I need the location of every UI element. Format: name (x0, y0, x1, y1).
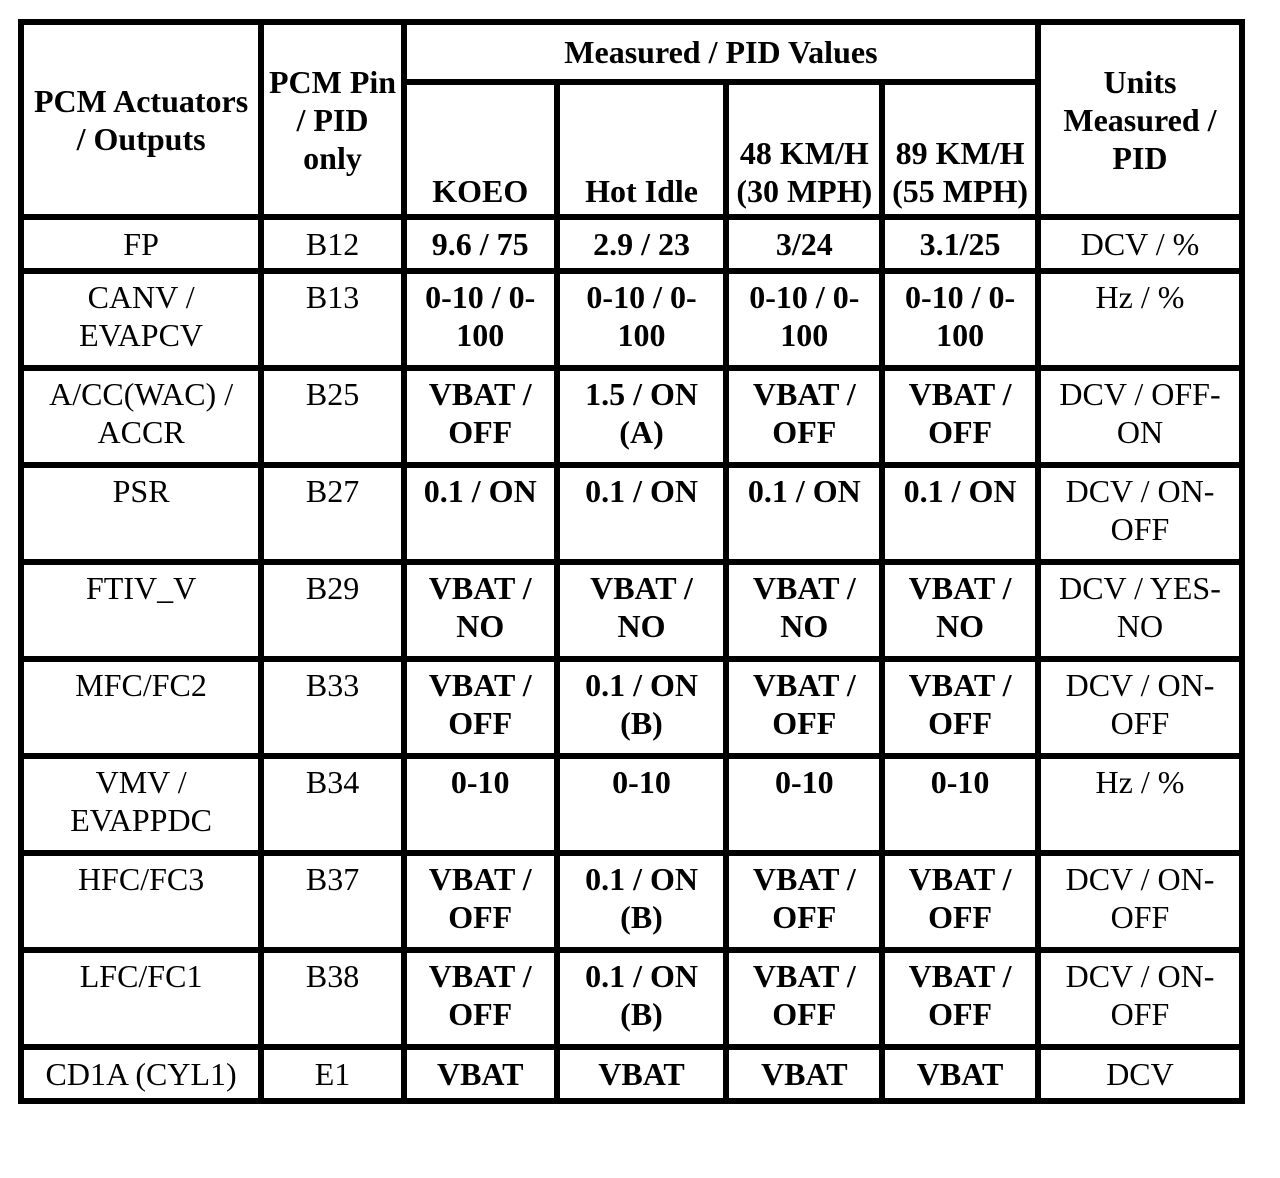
hot-idle-cell: VBAT / NO (560, 565, 724, 656)
speed89-cell: VBAT / OFF (885, 856, 1035, 947)
table-row (24, 220, 1239, 268)
units-cell: DCV (1041, 1050, 1239, 1098)
actuator-cell: PSR (24, 468, 258, 559)
actuator-cell: FTIV_V (24, 565, 258, 656)
speed48-cell: 0-10 / 0-100 (729, 274, 879, 365)
speed48-cell: VBAT / OFF (729, 662, 879, 753)
speed89-cell: VBAT / OFF (885, 371, 1035, 462)
table-row (24, 565, 1239, 656)
koeo-cell: VBAT / OFF (407, 662, 554, 753)
header-48-kmh: 48 KM/H (30 MPH) (729, 85, 879, 214)
speed48-cell: 0.1 / ON (729, 468, 879, 559)
pin-cell: B13 (264, 274, 401, 365)
pin-cell: B12 (264, 220, 401, 268)
header-measured-group: Measured / PID Values (407, 25, 1035, 79)
actuator-cell: CD1A (CYL1) (24, 1050, 258, 1098)
table-row (24, 371, 1239, 462)
units-cell: Hz / % (1041, 759, 1239, 850)
pin-cell: B37 (264, 856, 401, 947)
koeo-cell: VBAT / OFF (407, 371, 554, 462)
units-cell: DCV / OFF-ON (1041, 371, 1239, 462)
speed48-cell: VBAT / OFF (729, 953, 879, 1044)
speed89-cell: VBAT / OFF (885, 953, 1035, 1044)
koeo-cell: VBAT / OFF (407, 856, 554, 947)
actuator-cell: A/CC(WAC) / ACCR (24, 371, 258, 462)
hot-idle-cell: VBAT (560, 1050, 724, 1098)
pcm-pid-table (18, 19, 1245, 1104)
pin-cell: B25 (264, 371, 401, 462)
pin-cell: B29 (264, 565, 401, 656)
table-row (24, 1050, 1239, 1098)
pin-cell: E1 (264, 1050, 401, 1098)
hot-idle-cell: 0.1 / ON (B) (560, 953, 724, 1044)
actuator-cell: LFC/FC1 (24, 953, 258, 1044)
table-row (24, 856, 1239, 947)
speed48-cell: VBAT / NO (729, 565, 879, 656)
koeo-cell: 0.1 / ON (407, 468, 554, 559)
units-cell: DCV / ON-OFF (1041, 662, 1239, 753)
hot-idle-cell: 0.1 / ON (B) (560, 662, 724, 753)
actuator-cell: VMV / EVAPPDC (24, 759, 258, 850)
hot-idle-cell: 0-10 / 0-100 (560, 274, 724, 365)
pin-cell: B38 (264, 953, 401, 1044)
speed48-cell: VBAT / OFF (729, 856, 879, 947)
speed89-cell: VBAT / NO (885, 565, 1035, 656)
hot-idle-cell: 0.1 / ON (560, 468, 724, 559)
units-cell: DCV / % (1041, 220, 1239, 268)
speed48-cell: VBAT (729, 1050, 879, 1098)
header-pin: PCM Pin / PID only (264, 25, 401, 214)
table-row (24, 274, 1239, 365)
pin-cell: B34 (264, 759, 401, 850)
speed89-cell: 0-10 (885, 759, 1035, 850)
pin-cell: B33 (264, 662, 401, 753)
koeo-cell: VBAT / OFF (407, 953, 554, 1044)
units-cell: Hz / % (1041, 274, 1239, 365)
koeo-cell: 9.6 / 75 (407, 220, 554, 268)
hot-idle-cell: 0.1 / ON (B) (560, 856, 724, 947)
actuator-cell: MFC/FC2 (24, 662, 258, 753)
speed89-cell: 0-10 / 0-100 (885, 274, 1035, 365)
units-cell: DCV / ON-OFF (1041, 468, 1239, 559)
speed89-cell: VBAT (885, 1050, 1035, 1098)
hot-idle-cell: 0-10 (560, 759, 724, 850)
speed48-cell: 3/24 (729, 220, 879, 268)
units-cell: DCV / YES-NO (1041, 565, 1239, 656)
header-koeo: KOEO (407, 85, 554, 214)
header-89-kmh: 89 KM/H (55 MPH) (885, 85, 1035, 214)
table-row (24, 953, 1239, 1044)
pin-cell: B27 (264, 468, 401, 559)
table-row (24, 759, 1239, 850)
speed48-cell: VBAT / OFF (729, 371, 879, 462)
header-units: Units Measured / PID (1041, 25, 1239, 214)
hot-idle-cell: 1.5 / ON (A) (560, 371, 724, 462)
speed89-cell: 3.1/25 (885, 220, 1035, 268)
units-cell: DCV / ON-OFF (1041, 856, 1239, 947)
table-row (24, 468, 1239, 559)
actuator-cell: FP (24, 220, 258, 268)
koeo-cell: 0-10 / 0-100 (407, 274, 554, 365)
header-hot-idle: Hot Idle (560, 85, 724, 214)
hot-idle-cell: 2.9 / 23 (560, 220, 724, 268)
table-row (24, 662, 1239, 753)
koeo-cell: VBAT (407, 1050, 554, 1098)
koeo-cell: 0-10 (407, 759, 554, 850)
speed48-cell: 0-10 (729, 759, 879, 850)
speed89-cell: VBAT / OFF (885, 662, 1035, 753)
actuator-cell: HFC/FC3 (24, 856, 258, 947)
header-actuators: PCM Actuators / Outputs (24, 25, 258, 214)
units-cell: DCV / ON-OFF (1041, 953, 1239, 1044)
koeo-cell: VBAT / NO (407, 565, 554, 656)
actuator-cell: CANV / EVAPCV (24, 274, 258, 365)
speed89-cell: 0.1 / ON (885, 468, 1035, 559)
